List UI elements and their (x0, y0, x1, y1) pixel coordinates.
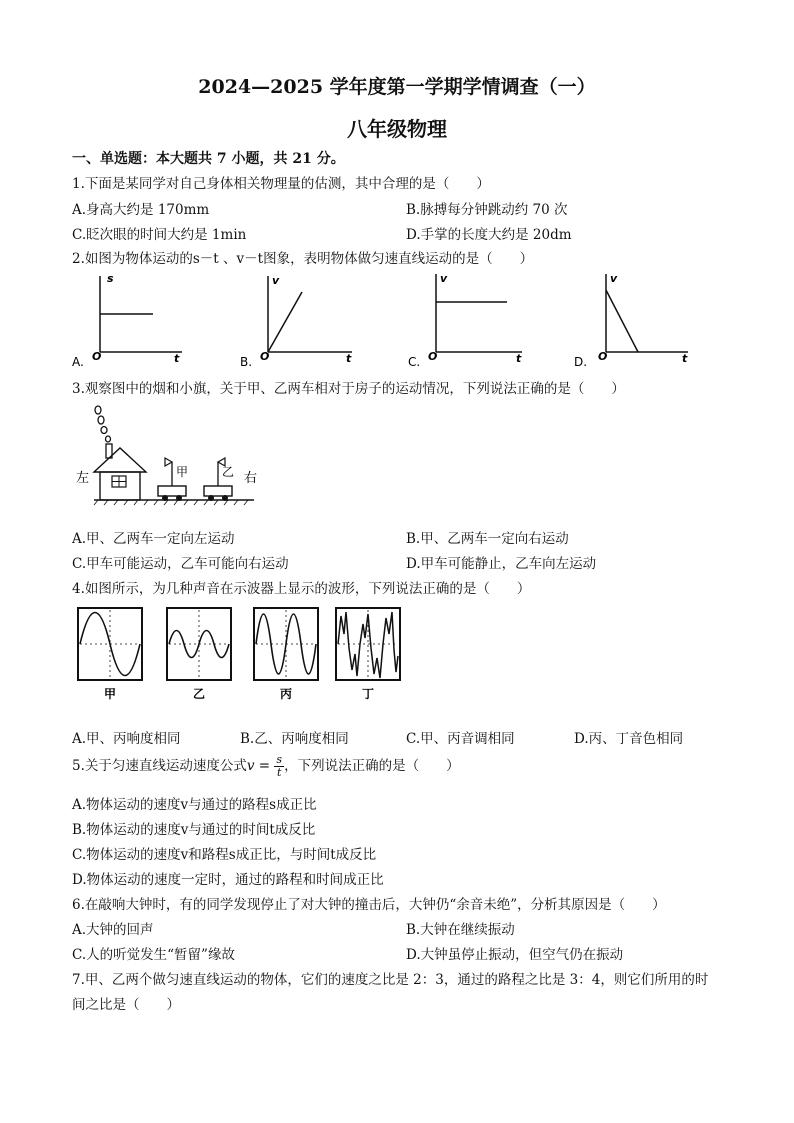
q5-option-c: C.物体运动的速度v和路程s成正比，与时间t成反比 (72, 847, 377, 863)
svg-text:O: O (92, 350, 102, 363)
q4-waveforms (74, 604, 414, 704)
q3-figure (72, 402, 272, 506)
q4-option-c: C.甲、丙音调相同 (406, 731, 515, 747)
q7-stem-line1: 7.甲、乙两个做匀速直线运动的物体，它们的速度之比是 2：3，通过的路程之比是 3：4，则它们所用的时 (72, 972, 709, 988)
wave-yi-label: 乙 (193, 687, 206, 701)
left-label: 左 (76, 471, 90, 486)
wave-ding-label: 丁 (362, 687, 375, 701)
q3-option-a: A.甲、乙两车一定向左运动 (72, 531, 235, 547)
svg-text:v: v (272, 274, 280, 287)
formula-fraction: $\frac{s}{t}$ (276, 753, 283, 779)
svg-text:v: v (610, 272, 618, 285)
graph-d (574, 272, 688, 369)
q1-stem: 1.下面是某同学对自己身体相关物理量的估测，其中合理的是（ ） (72, 176, 490, 192)
wave-bing-label: 丙 (280, 687, 293, 701)
q4-option-b: B.乙、丙响度相同 (240, 731, 349, 747)
q4-stem: 4.如图所示，为几种声音在示波器上显示的波形，下列说法正确的是（ ） (72, 581, 531, 597)
q3-option-c: C.甲车可能运动，乙车可能向右运动 (72, 556, 289, 572)
formula-lhs: v = (246, 758, 271, 774)
q6-option-d: D.大钟虽停止振动，但空气仍在振动 (406, 947, 624, 963)
graph-c (408, 272, 522, 369)
q1-option-d: D.手掌的长度大约是 20dm (406, 227, 572, 243)
q7-stem-line2: 间之比是（ ） (72, 997, 180, 1013)
svg-text:O: O (260, 350, 270, 363)
svg-text:t: t (174, 352, 180, 365)
q2-stem: 2.如图为物体运动的s－t 、v－t图象，表明物体做匀速直线运动的是（ ） (72, 251, 534, 267)
q2-graphs (70, 268, 700, 372)
q5-option-b: B.物体运动的速度v与通过的时间t成反比 (72, 822, 316, 838)
right-label: 右 (244, 471, 258, 486)
wave-jia-label: 甲 (104, 687, 117, 701)
q6-option-b: B.大钟在继续振动 (406, 922, 515, 938)
graph-d-label: D. (574, 355, 588, 369)
svg-text:O: O (428, 350, 438, 363)
svg-text:t: t (516, 352, 522, 365)
svg-text:s: s (107, 272, 114, 285)
q3-option-b: B.甲、乙两车一定向右运动 (406, 531, 569, 547)
svg-text:v: v (440, 272, 448, 285)
q1-option-b: B.脉搏每分钟跳动约 70 次 (406, 202, 568, 218)
q3-option-d: D.甲车可能静止，乙车向左运动 (406, 556, 597, 572)
section-heading: 一、单选题：本大题共 7 小题，共 21 分。 (72, 151, 345, 167)
q4-option-a: A.甲、丙响度相同 (72, 731, 181, 747)
q1-option-a: A.身高大约是 170mm (72, 202, 210, 218)
svg-text:t: t (682, 352, 688, 365)
q6-option-a: A.大钟的回声 (72, 922, 154, 938)
svg-text:t: t (346, 352, 352, 365)
car-jia-label: 甲 (176, 465, 189, 479)
page-subtitle: 八年级物理 (347, 117, 447, 141)
graph-a-label: A. (72, 355, 84, 369)
q5-option-d: D.物体运动的速度一定时，通过的路程和时间成正比 (72, 872, 384, 888)
graph-b (240, 274, 352, 369)
graph-b-label: B. (240, 355, 253, 369)
q5-option-a: A.物体运动的速度v与通过的路程s成正比 (72, 797, 317, 813)
q6-stem: 6.在敲响大钟时，有的同学发现停止了对大钟的撞击后，大钟仍“余音未绝”，分析其原因是（ ） (72, 897, 666, 913)
q4-option-d: D.丙、丁音色相同 (574, 731, 684, 747)
q1-option-c: C.眨次眼的时间大约是 1min (72, 227, 247, 243)
q6-option-c: C.人的听觉发生“暂留”缘故 (72, 947, 235, 963)
graph-a (72, 272, 182, 369)
car-yi-label: 乙 (222, 465, 235, 479)
svg-text:O: O (598, 350, 608, 363)
graph-c-label: C. (408, 355, 421, 369)
q3-stem: 3.观察图中的烟和小旗，关于甲、乙两车相对于房子的运动情况，下列说法正确的是（ ） (72, 381, 625, 397)
page-title: 2024—2025 学年度第一学期学情调查（一） (198, 76, 596, 98)
q5-stem: 5.关于匀速直线运动速度公式v = $\frac{s}{t}$ ，下列说法正确的是（ ） (72, 753, 460, 779)
